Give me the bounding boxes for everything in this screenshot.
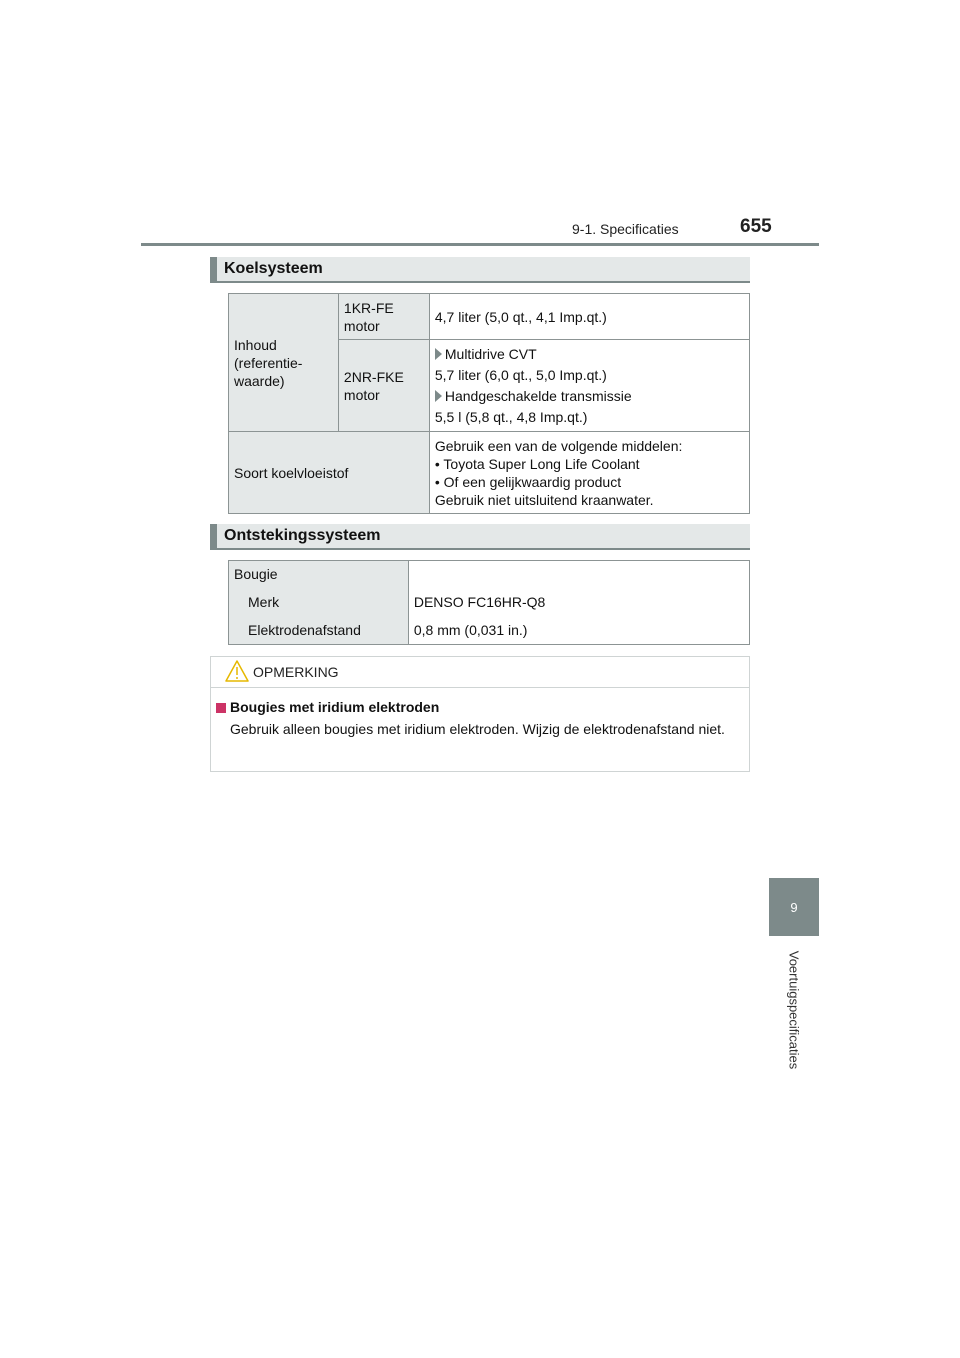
- option-value: 5,5 l (5,8 qt., 4,8 Imp.qt.): [434, 409, 588, 425]
- chapter-number: 9: [790, 899, 798, 915]
- brand-value: DENSO FC16HR-Q8: [413, 594, 546, 610]
- triangle-bullet-icon: [435, 348, 442, 360]
- note-item-text: Gebruik alleen bougies met iridium elektroden. Wijzig de elektrodenafstand niet.: [230, 721, 725, 737]
- engine-1-label: [338, 294, 429, 340]
- spark-plug-label: [229, 561, 409, 645]
- heading-accent-bar: [210, 524, 217, 548]
- table-row: [229, 432, 750, 514]
- option-label: Handgeschakelde transmissie: [444, 388, 632, 404]
- capacity-label: [229, 294, 339, 432]
- table-row: [229, 561, 750, 645]
- engine-1-text: 1KR-FE motor: [343, 299, 394, 334]
- ignition-heading: [210, 524, 750, 550]
- heading-accent-bar: [210, 257, 217, 281]
- ignition-heading-text: Ontstekingssysteem: [224, 527, 381, 544]
- engine-1-value: 4,7 liter (5,0 qt., 4,1 Imp.qt.): [429, 294, 749, 340]
- gap-label: Elektrodenafstand: [248, 622, 361, 638]
- cooling-table: [228, 293, 750, 514]
- brand-label: Merk: [248, 594, 280, 610]
- note-item-title: Bougies met iridium elektroden: [230, 699, 440, 715]
- square-bullet-icon: [216, 703, 226, 713]
- warning-triangle-icon: [225, 660, 249, 682]
- spark-plug-title: Bougie: [234, 566, 278, 582]
- gap-value: 0,8 mm (0,031 in.): [413, 622, 528, 638]
- header-rule: [141, 243, 819, 246]
- page-number: 655: [740, 216, 772, 237]
- section-title: 9-1. Specificaties: [572, 221, 679, 237]
- coolant-value: [429, 432, 749, 514]
- engine-2-text: 2NR-FKE motor: [343, 368, 404, 403]
- coolant-line: Gebruik een van de volgende middelen:: [434, 437, 683, 454]
- engine-2-label: [338, 340, 429, 432]
- chapter-label-text: Voertuigspecificaties: [786, 950, 802, 1070]
- note-title: OPMERKING: [253, 664, 339, 680]
- spark-plug-values: [408, 561, 749, 645]
- capacity-label-text: Inhoud (referentie-waarde): [234, 336, 303, 389]
- option-label: Multidrive CVT: [444, 346, 537, 362]
- chapter-tab: [769, 878, 819, 936]
- option-item: [435, 387, 744, 405]
- note-box: [210, 656, 750, 772]
- coolant-line: Gebruik niet uitsluitend kraanwater.: [434, 491, 654, 508]
- cooling-heading-text: Koelsysteem: [224, 260, 323, 277]
- note-header: [211, 657, 749, 688]
- option-value: 5,7 liter (6,0 qt., 5,0 Imp.qt.): [434, 367, 607, 383]
- coolant-label: Soort koelvloeistof: [229, 432, 430, 514]
- option-item: [435, 345, 744, 363]
- cooling-heading: [210, 257, 750, 283]
- triangle-bullet-icon: [435, 390, 442, 402]
- engine-2-value: [429, 340, 749, 432]
- spacer: [414, 565, 744, 583]
- table-row: [229, 294, 750, 340]
- ignition-table: [228, 560, 750, 645]
- coolant-line: • Toyota Super Long Life Coolant: [434, 455, 640, 472]
- coolant-line: • Of een gelijkwaardig product: [434, 473, 622, 490]
